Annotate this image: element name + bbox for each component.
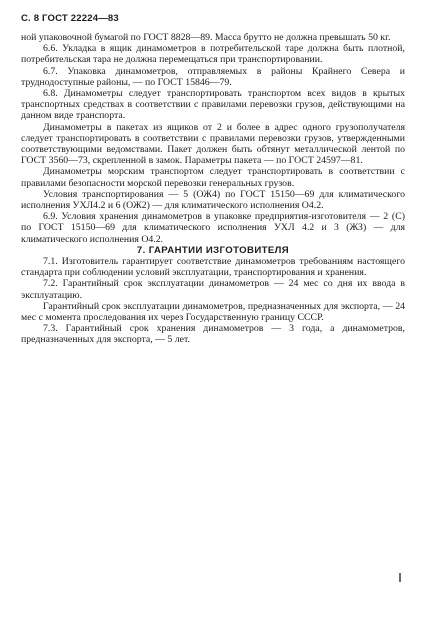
paragraph-7-2: 7.2. Гарантийный срок эксплуатации динамометров — 24 мес со дня их ввода в эксплуатацию.: [21, 278, 405, 301]
page-header: С. 8 ГОСТ 22224—83: [21, 13, 119, 24]
document-body: [21, 32, 405, 346]
paragraph-sea-transport: Динамометры морским транспортом следует транспортировать в соответствии с правилами безопасности морской перевозки генеральных грузов.: [21, 166, 405, 189]
paragraph-transport-conditions: Условия транспортирования — 5 (ОЖ4) по ГОСТ 15150—69 для климатического исполнения УХЛ4.2 и 6 (ОЖ2) — для климатического исполнения О4.2.: [21, 188, 405, 212]
paragraph-6-8: 6.8. Динамометры следует транспортировать транспортом всех видов в крытых транспортных средствах в соответствии с правилами перевозки грузов, действующими на данном виде транспорта.: [21, 88, 405, 122]
paragraph-6-7: 6.7. Упаковка динамометров, отправляемых в районы Крайнего Севера и труднодоступные районы, — по ГОСТ 15846—79.: [21, 65, 405, 88]
paragraph-7-1: 7.1. Изготовитель гарантирует соответствие динамометров требованиям настоящего стандарта при соблюдении условий эксплуатации, транспортирования и хранения.: [21, 256, 405, 279]
paragraph-export-warranty: Гарантийный срок эксплуатации динамометров, предназначенных для экспорта, — 24 мес с момента проследования их через Государственную границу СССР.: [21, 300, 405, 324]
paragraph-6-9: 6.9. Условия хранения динамометров в упаковке предприятия-изготовителя — 2 (С) по ГОСТ 15150—69 для климатического исполнения УХЛ 4.2 и 3 (ЖЗ) — для климатического исполнения О4.2.: [21, 211, 405, 245]
paragraph-packets: Динамометры в пакетах из ящиков от 2 и более в адрес одного грузополучателя следует транспортировать в соответствии с правилами перевозки грузов, утвержденными соответствующими ведомствами. Пакет должен быть обтянут металлической лентой по ГОСТ 3560—73, скрепленной в замок. Параметры пакета — по ГОСТ 24597—81.: [21, 121, 405, 167]
scan-mark: [399, 573, 401, 582]
paragraph-7-3: 7.3. Гарантийный срок хранения динамометров — 3 года, а динамометров, предназначенных для экспорта, — 5 лет.: [21, 323, 405, 346]
paragraph-continuation: ной упаковочной бумагой по ГОСТ 8828—89. Масса брутто не должна превышать 50 кг.: [21, 32, 391, 43]
section-title-guarantees: 7. ГАРАНТИИ ИЗГОТОВИТЕЛЯ: [136, 244, 290, 256]
paragraph-6-6: 6.6. Укладка в ящик динамометров в потребительской таре должна быть плотной, потребительская тара не должна перемещаться при транспортировании.: [21, 43, 405, 66]
